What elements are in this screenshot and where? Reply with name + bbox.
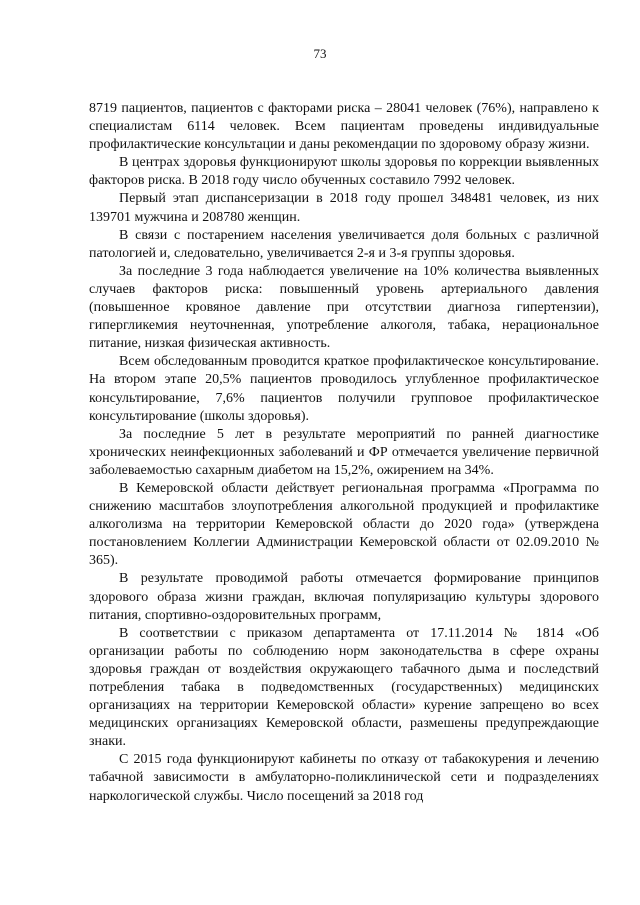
paragraph-risk-factors: За последние 3 года наблюдается увеличение на 10% количества выявленных случаев факторов риска: повышенный уровень артериального давления (повышенное кровяное давление при отсутствии диагноза гипертензии), гипергликемия неуточненная, употребление алкоголя, табака, нерациональное питание, низкая физическая активность. (89, 263, 599, 352)
paragraph-smoking-cessation: С 2015 года функционируют кабинеты по отказу от табакокурения и лечению табачной зависимости в амбулаторно-поликлинической сети и подразделениях наркологической службы. Число посещений за 2018 год (89, 752, 599, 804)
paragraph-continuation: 8719 пациентов, пациентов с факторами риска – 28041 человек (76%), направлено к специалистам 6114 человек. Всем пациентам проведены индивидуальные профилактические консультации и даны рекомендации по здоровому образу жизни. (89, 101, 599, 153)
paragraph-dispensary-stage: Первый этап диспансеризации в 2018 году прошел 348481 человек, из них 139701 мужчина и 208780 женщин. (89, 191, 599, 225)
paragraph-health-centers: В центрах здоровья функционируют школы здоровья по коррекции выявленных факторов риска. В 2018 году число обученных составило 7992 человек. (89, 155, 599, 189)
page-body (89, 100, 599, 806)
paragraph-alcohol-program: В Кемеровской области действует региональная программа «Программа по снижению масштабов злоупотребления алкогольной продукцией и профилактике алкоголизма на территории Кемеровской области до 2020 года» (утверждена постановлением Коллегии Администрации Кемеровской области от 02.09.2010 № 365). (89, 480, 599, 569)
paragraph-aging: В связи с постарением населения увеличивается доля больных с различной патологией и, следовательно, увеличивается 2-я и 3-я группы здоровья. (89, 227, 599, 261)
paragraph-diagnostics: За последние 5 лет в результате мероприятий по ранней диагностике хронических неинфекционных заболеваний и ФР отмечается увеличение первичной заболеваемостью сахарным диабетом на 15,2%, ожирением на 34%. (89, 426, 599, 478)
paragraph-tobacco-order: В соответствии с приказом департамента от 17.11.2014 № 1814 «Об организации работы по соблюдению норм законодательства в сфере охраны здоровья граждан от воздействия окружающего табачного дыма и последствий потребления табака в подведомственных (государственных) медицинских организациях на территории Кемеровской области» курение запрещено во всех медицинских организациях Кемеровской области, размешены предупреждающие знаки. (89, 625, 599, 750)
paragraph-consulting: Всем обследованным проводится краткое профилактическое консультирование. На втором этапе 20,5% пациентов проводилось углубленное профилактическое консультирование, 7,6% пациентов получили групповое профилактическое консультирование (школы здоровья). (89, 354, 599, 424)
paragraph-healthy-lifestyle: В результате проводимой работы отмечается формирование принципов здорового образа жизни граждан, включая популяризацию культуры здорового питания, спортивно-оздоровительных программ, (89, 571, 599, 623)
page-number: 73 (313, 46, 327, 61)
